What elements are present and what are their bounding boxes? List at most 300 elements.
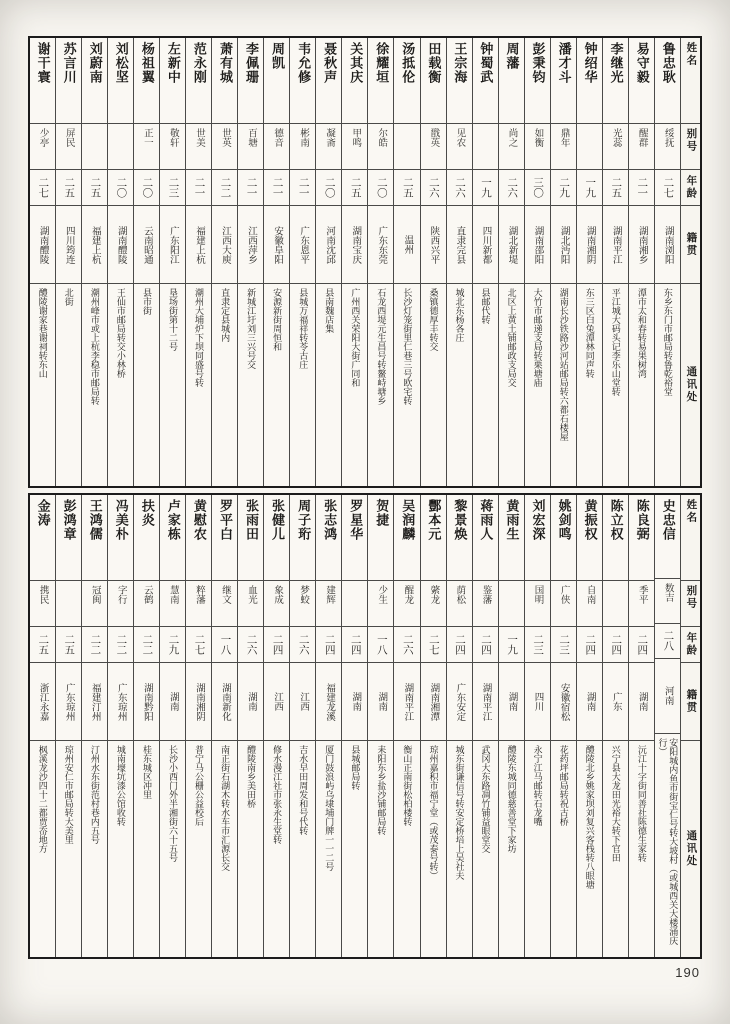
person-origin: 湖南湘潭 [428, 682, 440, 721]
person-alias: 见农 [454, 128, 466, 147]
person-column [289, 38, 315, 486]
person-age: 二四 [349, 634, 362, 655]
person-address: 醴陵东城同德慈善堂下家坊 [506, 745, 517, 853]
person-origin: 湖南 [246, 692, 258, 711]
header-name: 姓名 [685, 42, 698, 67]
person-age: 二七 [193, 634, 206, 655]
person-age: 二五 [63, 177, 76, 198]
person-alias: 甲鸣 [350, 128, 362, 147]
person-alias: 象成 [272, 585, 284, 604]
person-alias: 鼎年 [558, 128, 570, 147]
header-age: 年龄 [685, 632, 698, 657]
person-origin: 湖北沔阳 [558, 225, 570, 264]
person-alias: 世英 [219, 128, 231, 147]
person-address: 醴陵北乡姚家坝刘复兴客栈转八眼塘 [584, 745, 595, 889]
person-name: 刘蔚南 [87, 42, 103, 84]
person-age: 二三 [558, 634, 571, 655]
person-alias: 血光 [246, 585, 258, 604]
person-name: 萧有城 [217, 42, 233, 84]
person-column [576, 38, 602, 486]
person-origin: 湖南黔阳 [141, 682, 153, 721]
person-age: 二五 [610, 177, 623, 198]
person-column [81, 495, 107, 957]
person-age: 二四 [480, 634, 493, 655]
person-age: 二八 [662, 630, 675, 652]
person-name: 罗星华 [348, 499, 364, 541]
person-address: 县邮代转 [480, 288, 491, 324]
person-age: 二五 [89, 177, 102, 198]
person-address: 县市街 [141, 288, 152, 315]
header-address: 通讯处 [685, 366, 698, 404]
person-name: 王鸿儒 [87, 499, 103, 541]
person-column [211, 495, 237, 957]
person-address: 平江城大码头记李乐山堂转 [610, 288, 621, 396]
person-age: 二四 [610, 634, 623, 655]
person-column [472, 38, 498, 486]
person-age: 二六 [401, 634, 414, 655]
person-alias: 携民 [37, 585, 49, 604]
person-address: 北区上黄土铺邮政支局交 [506, 288, 517, 387]
person-address: 北街 [63, 288, 74, 306]
person-age: 二四 [323, 634, 336, 655]
person-column [628, 38, 654, 486]
person-name: 陈立权 [608, 499, 624, 541]
person-name: 金涛 [35, 499, 51, 527]
person-column [185, 38, 211, 486]
person-address: 潭市太和春转易果树湾 [636, 288, 647, 378]
person-name: 李佩珊 [244, 42, 259, 84]
person-alias: 百塘 [246, 128, 258, 147]
person-address: 沅江十字街同善社陈德生家转 [636, 745, 647, 862]
person-name: 田载衡 [426, 42, 442, 84]
header-origin: 籍贯 [685, 232, 698, 257]
person-address: 新城江圩刘三兴号交 [246, 288, 257, 369]
person-alias: 自南 [584, 585, 596, 604]
person-address: 琼州嘉积市福宁堂（或茂泰号转） [428, 745, 439, 880]
person-origin: 湖南 [350, 692, 362, 711]
person-name: 钟蜀武 [478, 42, 494, 84]
directory-table-bottom [28, 493, 702, 959]
person-origin: 安徽宿松 [558, 682, 570, 721]
person-column [498, 38, 524, 486]
person-column [602, 495, 628, 957]
person-origin: 福建上杭 [193, 225, 205, 264]
person-address: 垦场街第十二号 [167, 288, 178, 351]
person-name: 黎景焕 [452, 499, 468, 541]
person-column [133, 38, 159, 486]
person-alias: 少生 [376, 585, 388, 604]
person-origin: 湖南宝庆 [350, 225, 362, 264]
person-name: 谢干寰 [35, 42, 51, 84]
person-age: 一九 [480, 177, 493, 198]
person-address: 县城万福祥转苓古庄 [298, 288, 309, 369]
person-name: 彭鸿章 [61, 499, 77, 541]
person-name: 姚剑鸣 [556, 499, 572, 541]
person-name: 聂秋声 [322, 42, 338, 84]
person-origin: 河南 [662, 686, 674, 706]
person-address: 大竹市邮递支局转栗塘庙 [532, 288, 543, 387]
person-address: 安阳城内鱼市街宝仁号转大坡村（或城西关大楼涌庆行） [657, 738, 679, 946]
person-column [367, 495, 393, 957]
person-age: 二五 [37, 634, 50, 655]
person-origin: 湖南湘乡 [636, 225, 648, 264]
person-alias: 尔皓 [376, 128, 388, 147]
person-name: 刘宏深 [530, 499, 546, 541]
person-age: 二九 [558, 177, 571, 198]
person-address: 修水漫江社市张永生堂转 [272, 745, 283, 844]
person-column [55, 38, 81, 486]
person-origin: 四川 [532, 692, 544, 711]
person-column [524, 495, 550, 957]
person-address: 永宁江马邮转石龙嘴 [532, 745, 543, 826]
person-origin: 陕西兴平 [428, 225, 440, 264]
header-name: 姓名 [685, 499, 698, 524]
person-origin: 湖南湘阴 [193, 682, 205, 721]
person-column [185, 495, 211, 957]
header-alias: 别号 [685, 585, 698, 610]
person-address: 东三区白兔潭林同声转 [584, 288, 595, 378]
person-age: 二四 [584, 634, 597, 655]
person-column [576, 495, 602, 957]
person-origin: 湖南醴陵 [115, 225, 127, 264]
person-alias: 綮龙 [428, 585, 440, 604]
person-age: 三〇 [532, 177, 545, 198]
person-column [498, 495, 524, 957]
person-name: 张志鸿 [322, 499, 338, 541]
person-name: 韦允修 [296, 42, 312, 84]
directory-table-top [28, 36, 702, 488]
person-alias: 正一 [141, 128, 153, 147]
person-age: 二六 [297, 634, 310, 655]
person-alias: 彬南 [298, 128, 310, 147]
person-alias: 尚之 [506, 128, 518, 147]
person-name: 杨祖翼 [139, 42, 155, 84]
person-origin: 福建龙溪 [324, 682, 336, 721]
person-origin: 湖南湘阴 [584, 225, 596, 264]
person-age: 二〇 [115, 177, 128, 198]
person-address: 潮州峰市或上杭李稳市邮局转 [89, 288, 100, 405]
person-column [550, 495, 576, 957]
person-name: 吴润麟 [400, 499, 416, 541]
person-origin: 广东恩平 [298, 225, 310, 264]
person-age: 二一 [245, 177, 258, 198]
person-column [524, 38, 550, 486]
person-age: 二一 [636, 177, 649, 198]
person-origin: 湖南 [376, 692, 388, 711]
person-address: 醴陵南乡美田桥 [246, 745, 257, 808]
person-name: 易守毅 [634, 42, 650, 84]
person-age: 二三 [167, 177, 180, 198]
person-column [159, 495, 185, 957]
page-number: 190 [675, 965, 700, 980]
person-address: 武冈大东路凋竹铺益眼堂交 [480, 745, 491, 853]
person-column [446, 495, 472, 957]
person-address: 花药坪邮局转祝古桥 [558, 745, 569, 826]
person-age: 二九 [167, 634, 180, 655]
person-address: 琼州安仁市邮局转大美里 [63, 745, 74, 844]
person-origin: 湖南平江 [610, 225, 622, 264]
person-origin: 温州 [402, 235, 414, 254]
person-name: 扶炎 [139, 499, 155, 527]
person-age: 二三 [532, 634, 545, 655]
person-origin: 江西 [298, 692, 310, 711]
person-column [472, 495, 498, 957]
person-age: 一九 [506, 634, 519, 655]
person-age: 二四 [636, 634, 649, 655]
person-address: 桑镇德厚丰转交 [428, 288, 439, 351]
person-origin: 江西大庾 [219, 225, 231, 264]
person-origin: 福建汀州 [89, 682, 101, 721]
person-origin: 湖南邵阳 [532, 225, 544, 264]
person-column [237, 495, 263, 957]
person-name: 关其庆 [348, 42, 364, 84]
person-name: 潘才斗 [556, 42, 572, 84]
person-address: 醴陵谢家巷谢祠转东山 [37, 288, 48, 378]
person-alias: 慧南 [167, 585, 179, 604]
person-origin: 云南昭通 [141, 225, 153, 264]
person-alias: 光蕊 [610, 128, 622, 147]
person-origin: 广东 [610, 692, 622, 711]
person-age: 二五 [349, 177, 362, 198]
person-age: 二二 [115, 634, 128, 655]
person-age: 二二 [219, 177, 232, 198]
row-headers-bottom [680, 495, 700, 957]
person-address: 长沙灯笼街里仁巷三号欧宅转 [402, 288, 413, 405]
person-origin: 广东琼州 [115, 682, 127, 721]
person-address: 兴宁县大龙田光裕大转下官田 [610, 745, 621, 862]
person-column [237, 38, 263, 486]
header-address: 通讯处 [685, 830, 698, 868]
person-address: 东乡东门市邮局转鲁乾裕堂 [662, 288, 673, 396]
person-name: 蒋雨人 [478, 499, 494, 541]
person-origin: 四川新都 [480, 225, 492, 264]
person-name: 周藩 [504, 42, 520, 70]
person-column [628, 495, 654, 957]
person-name: 彭秉钧 [530, 42, 546, 84]
person-age: 二四 [271, 634, 284, 655]
person-name: 黄振权 [582, 499, 598, 541]
person-age: 二五 [401, 177, 414, 198]
header-alias: 别号 [685, 128, 698, 153]
person-column [263, 495, 289, 957]
person-alias: 继文 [219, 585, 231, 604]
person-address: 潮州大埔炉下坝同盛号转 [194, 288, 205, 387]
person-column [263, 38, 289, 486]
person-address: 城东街谦信号转安定桥培上吴社夫 [454, 745, 465, 880]
person-address: 湖南长沙铁路沙河站邮局转六都石楼屋 [558, 288, 569, 441]
person-column [393, 495, 419, 957]
person-age: 二五 [63, 634, 76, 655]
person-origin: 江西 [272, 692, 284, 711]
person-alias: 屏民 [63, 128, 75, 147]
person-alias: 国明 [532, 585, 544, 604]
person-address: 石龙西堤元生昌号转鳌峙塘乡 [376, 288, 387, 405]
person-age: 二〇 [323, 177, 336, 198]
person-origin: 安徽阜阳 [272, 225, 284, 264]
person-address: 安源新街周恒和 [272, 288, 283, 351]
person-alias: 凝斋 [324, 128, 336, 147]
person-age: 一九 [584, 177, 597, 198]
person-age: 二六 [453, 177, 466, 198]
person-alias: 德音 [272, 128, 284, 147]
person-name: 钟绍华 [582, 42, 598, 84]
person-alias: 绥抚 [662, 128, 674, 147]
person-name: 陈良弼 [634, 499, 650, 541]
person-name: 范永刚 [191, 42, 207, 84]
person-column [107, 38, 133, 486]
person-age: 二七 [427, 634, 440, 655]
person-alias: 醒龙 [402, 585, 414, 604]
person-address: 吉水早田周发和号代转 [298, 745, 309, 835]
person-address: 衡山正南街松柏楼转 [402, 745, 413, 826]
person-column [654, 495, 680, 957]
person-origin: 广东安定 [454, 682, 466, 721]
person-column [315, 38, 341, 486]
person-name: 黄慰农 [191, 499, 207, 541]
person-column [81, 38, 107, 486]
person-age: 二〇 [375, 177, 388, 198]
person-age: 二六 [427, 177, 440, 198]
person-origin: 湖南醴陵 [37, 225, 49, 264]
person-column [602, 38, 628, 486]
person-alias: 鉴藩 [480, 585, 492, 604]
person-origin: 湖南 [167, 692, 179, 711]
person-address: 桂东城区冲里 [141, 745, 152, 799]
person-address: 枫溪龙沙四十二都贾岙地方 [37, 745, 48, 853]
person-address: 南正街石湖木转水车市汇源长交 [220, 745, 231, 871]
person-column [289, 495, 315, 957]
person-name: 史忠信 [660, 499, 676, 541]
person-name: 罗平白 [217, 499, 233, 541]
person-column [393, 38, 419, 486]
person-address: 县南魏店集 [324, 288, 335, 333]
person-name: 酆本元 [426, 499, 442, 541]
person-age: 二二 [89, 634, 102, 655]
person-origin: 广东东莞 [376, 225, 388, 264]
person-age: 二一 [297, 177, 310, 198]
person-column [211, 38, 237, 486]
person-column [654, 38, 680, 486]
person-alias: 荫松 [454, 585, 466, 604]
person-name: 王宗海 [452, 42, 468, 84]
person-name: 张雨田 [244, 499, 259, 541]
person-origin: 湖南 [506, 692, 518, 711]
person-age: 二六 [245, 634, 258, 655]
person-alias: 粹藩 [193, 585, 205, 604]
person-alias: 字行 [115, 585, 127, 604]
person-column [341, 38, 367, 486]
person-address: 厦门鼓浪屿乌埭埔门牌一一二号 [324, 745, 335, 871]
person-column [107, 495, 133, 957]
person-name: 张健儿 [270, 499, 286, 541]
person-address: 城南壕坑漆公馆收转 [115, 745, 126, 826]
person-age: 二〇 [141, 177, 154, 198]
person-alias: 如衡 [532, 128, 544, 147]
person-age: 二一 [193, 177, 206, 198]
person-column [341, 495, 367, 957]
person-alias: 季平 [636, 585, 648, 604]
person-origin: 福建上杭 [89, 225, 101, 264]
person-age: 二七 [37, 177, 50, 198]
person-name: 周子珩 [296, 499, 312, 541]
person-column [133, 495, 159, 957]
person-address: 县城邮局转 [350, 745, 361, 790]
person-age: 二四 [453, 634, 466, 655]
person-column [367, 38, 393, 486]
person-age: 一八 [375, 634, 388, 655]
person-address: 普宁马公栅公益校后 [194, 745, 205, 826]
person-name: 左新中 [165, 42, 181, 84]
person-origin: 湖南 [636, 692, 648, 711]
person-column [420, 38, 446, 486]
person-column [315, 495, 341, 957]
person-column [30, 38, 55, 486]
person-address: 耒阳东乡盐沙铺邮局转 [376, 745, 387, 835]
person-alias: 冠闽 [89, 585, 101, 604]
person-alias: 云鹤 [141, 585, 153, 604]
person-origin: 广东阳江 [167, 225, 179, 264]
person-age: 二二 [141, 634, 154, 655]
person-name: 汤抵伦 [400, 42, 416, 84]
person-column [446, 38, 472, 486]
person-alias: 少亭 [37, 128, 49, 147]
person-age: 一八 [219, 634, 232, 655]
person-name: 鲁忠耿 [660, 42, 676, 84]
person-alias: 数吉 [662, 582, 674, 602]
person-alias: 梦蛟 [298, 585, 310, 604]
person-origin: 直隶完县 [454, 225, 466, 264]
person-column [550, 38, 576, 486]
person-name: 黄雨生 [504, 499, 520, 541]
person-address: 广州西关荣阳大街广同和 [350, 288, 361, 387]
person-origin: 河南沈邱 [324, 225, 336, 264]
row-headers-top [680, 38, 700, 486]
person-name: 徐耀垣 [374, 42, 390, 84]
person-name: 苏言川 [61, 42, 77, 84]
person-origin: 湖南平江 [402, 682, 414, 721]
person-name: 李继光 [608, 42, 624, 84]
person-age: 二七 [662, 177, 675, 198]
person-name: 刘松坚 [113, 42, 129, 84]
person-origin: 广东琼州 [63, 682, 75, 721]
person-age: 二一 [271, 177, 284, 198]
person-column [55, 495, 81, 957]
person-origin: 湖南浏阳 [662, 225, 674, 264]
person-name: 冯美朴 [113, 499, 129, 541]
person-address: 汀州水东街范村巷内五号 [89, 745, 100, 844]
person-origin: 浙江永嘉 [37, 682, 49, 721]
person-origin: 四川筠连 [63, 225, 75, 264]
header-origin: 籍贯 [685, 689, 698, 714]
person-name: 贺捷 [374, 499, 390, 527]
person-alias: 建辉 [324, 585, 336, 604]
person-alias: 敬轩 [167, 128, 179, 147]
person-origin: 湖北新堤 [506, 225, 518, 264]
person-origin: 湖南 [584, 692, 596, 711]
person-alias: 醒群 [636, 128, 648, 147]
person-alias: 世美 [193, 128, 205, 147]
person-name: 周凯 [270, 42, 286, 70]
person-name: 卢家栋 [165, 499, 181, 541]
person-column [30, 495, 55, 957]
person-alias: 戬英 [428, 128, 440, 147]
header-age: 年龄 [685, 175, 698, 200]
person-origin: 江西萍乡 [246, 225, 258, 264]
person-origin: 湖南平江 [480, 682, 492, 721]
person-origin: 湖南新化 [219, 682, 231, 721]
person-address: 直隶定县城内 [220, 288, 231, 342]
person-address: 王仙市邮局转交小林桥 [115, 288, 126, 378]
